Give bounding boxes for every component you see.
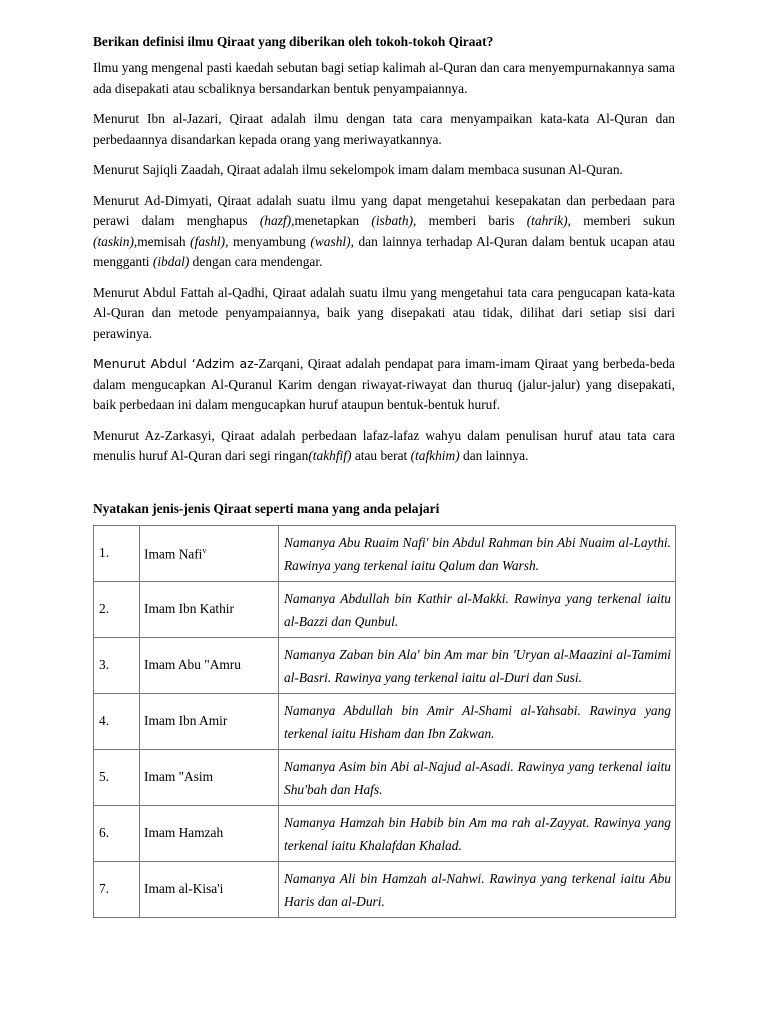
- imam-name: Imam Ibn Amir: [140, 693, 279, 749]
- row-number: 1.: [94, 525, 140, 581]
- document-page: [93, 32, 675, 918]
- imam-description: Namanya Zaban bin Ala' bin Am mar bin 'Uryan al-Maazini al-Tamimi al-Basri. Rawinya yang terkenal iaitu al-Duri dan Susi.: [279, 637, 676, 693]
- row-number: 7.: [94, 861, 140, 917]
- table-row: [94, 805, 676, 861]
- row-number: 3.: [94, 637, 140, 693]
- imam-description: Namanya Abdullah bin Kathir al-Makki. Rawinya yang terkenal iaitu al-Bazzi dan Qunbul.: [279, 581, 676, 637]
- superscript-mark: v: [202, 546, 207, 556]
- table-row: [94, 749, 676, 805]
- table-row: [94, 525, 676, 581]
- imam-name: Imam Ibn Kathir: [140, 581, 279, 637]
- imam-name: Imam Abu "Amru: [140, 637, 279, 693]
- paragraph-definition: Ilmu yang mengenal pasti kaedah sebutan bagi setiap kalimah al-Quran dan cara menyempurnakannya sama ada disepakati atau scbaliknya bersandarkan bentuk penyampaiannya.: [93, 60, 675, 96]
- spacer: [93, 477, 675, 499]
- imam-description: Namanya Asim bin Abi al-Najud al-Asadi. Rawinya yang terkenal iaitu Shu'bah dan Hafs.: [279, 749, 676, 805]
- imam-description: Namanya Abu Ruaim Nafi' bin Abdul Rahman bin Abi Nuaim al-Laythi. Rawinya yang terkenal iaitu Qalum dan Warsh.: [279, 525, 676, 581]
- imam-description: Namanya Ali bin Hamzah al-Nahwi. Rawinya yang terkenal iaitu Abu Haris dan al-Duri.: [279, 861, 676, 917]
- imam-name: Imam Hamzah: [140, 805, 279, 861]
- row-number: 2.: [94, 581, 140, 637]
- paragraph-az-zarqani: Menurut Abdul ‘Adzim az-Zarqani, Qiraat adalah pendapat para imam-imam Qiraat yang berbeda-beda dalam mengucapkan Al-Quranul Karim dengan riwayat-riwayat dan thuruq (jalur-jalur) yang disepakati, baik perbedaan ini dalam mengucapkan huruf ataupun bentuk-bentuk huruf.: [93, 356, 675, 412]
- table-row: [94, 693, 676, 749]
- imam-name: Imam "Asim: [140, 749, 279, 805]
- heading-jenis-qiraat: Nyatakan jenis-jenis Qiraat seperti mana yang anda pelajari: [93, 500, 440, 516]
- imam-name: Imam Nafi$^v$: [140, 525, 279, 581]
- paragraph-az-zarkasyi: Menurut Az-Zarkasyi, Qiraat adalah perbedaan lafaz-lafaz wahyu dalam penulisan huruf atau tata cara menulis huruf Al-Quran dari segi ringan(takhfif) atau berat (tafkhim) dan lainnya.: [93, 427, 675, 463]
- imam-name: Imam al-Kisa'i: [140, 861, 279, 917]
- paragraph-abdul-fattah: Menurut Abdul Fattah al-Qadhi, Qiraat adalah suatu ilmu yang mengetahui tata cara pengucapan kata-kata Al-Quran dan metode penyampaiannya, baik yang disepakati atau tidak, dilihat dari setiap sisi dari perawinya.: [93, 284, 675, 341]
- imam-description: Namanya Abdullah bin Amir Al-Shami al-Yahsabi. Rawinya yang terkenal iaitu Hisham dan Ibn Zakwan.: [279, 693, 676, 749]
- row-number: 4.: [94, 693, 140, 749]
- row-number: 5.: [94, 749, 140, 805]
- table-row: [94, 637, 676, 693]
- heading-definisi: Berikan definisi ilmu Qiraat yang diberikan oleh tokoh-tokoh Qiraat?: [93, 34, 494, 49]
- qiraat-table: [93, 525, 676, 918]
- table-row: [94, 581, 676, 637]
- imam-description: Namanya Hamzah bin Habib bin Am ma rah al-Zayyat. Rawinya yang terkenal iaitu Khalafdan Khalad.: [279, 805, 676, 861]
- paragraph-sajiqli-zaadah: Menurut Sajiqli Zaadah, Qiraat adalah ilmu sekelompok imam dalam membaca susunan Al-Quran.: [93, 162, 623, 177]
- table-row: [94, 861, 676, 917]
- paragraph-ibn-al-jazari: Menurut Ibn al-Jazari, Qiraat adalah ilmu dengan tata cara menyampaikan kata-kata Al-Quran dan perbedaannya disandarkan kepada orang yang meriwayatkannya.: [93, 111, 675, 147]
- paragraph-ad-dimyati: Menurut Ad-Dimyati, Qiraat adalah suatu ilmu yang dapat mengetahui kesepakatan dan perbedaan para perawi dalam menghapus (hazf),menetapkan (isbath), memberi baris (tahrik), memberi sukun (taskin),memisah (fashl), menyambung (washl), dan lainnya terhadap Al-Quran dalam bentuk ucapan atau mengganti (ibdal) dengan cara mendengar.: [93, 192, 676, 269]
- row-number: 6.: [94, 805, 140, 861]
